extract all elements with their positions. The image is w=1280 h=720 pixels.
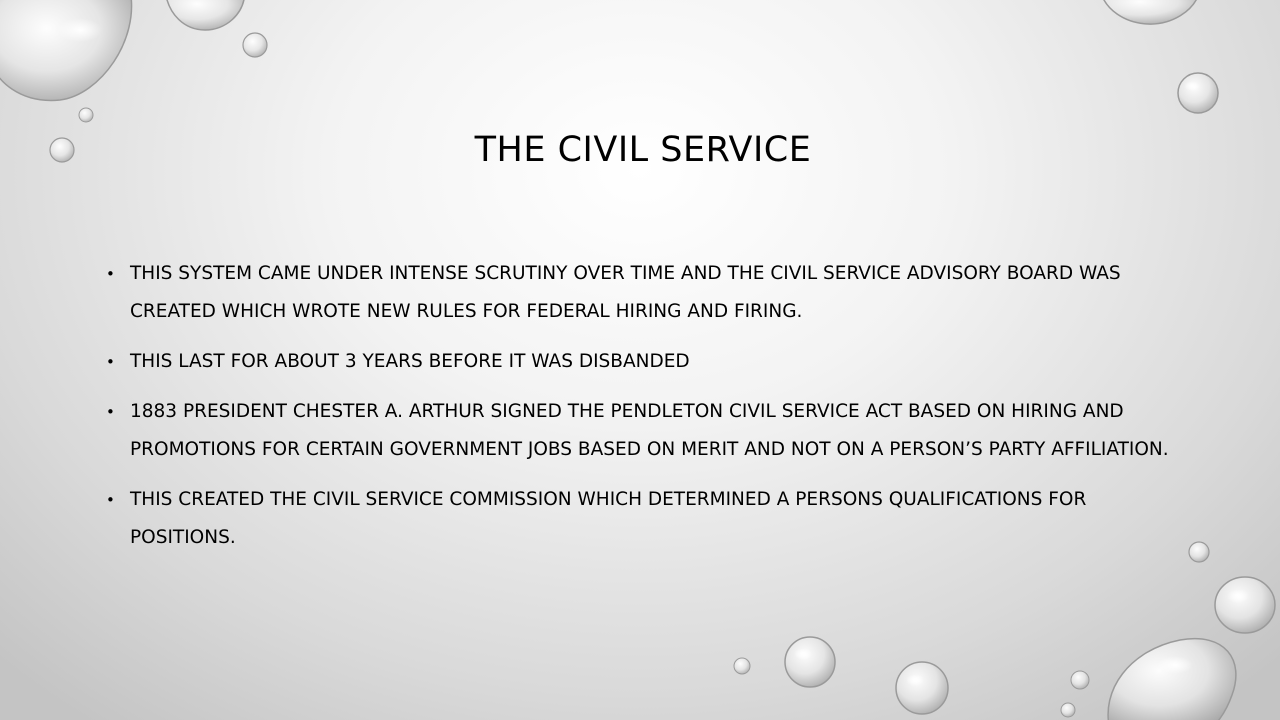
bullet-text: THIS CREATED THE CIVIL SERVICE COMMISSION WHICH DETERMINED A PERSONS QUALIFICATIONS FOR POSITIONS. — [130, 489, 1087, 548]
water-drop — [734, 658, 750, 674]
water-drop-shine — [906, 674, 924, 686]
water-drop — [785, 637, 835, 687]
bullet-dot-icon: • — [106, 403, 115, 421]
water-drop — [0, 0, 132, 100]
slide-title: THE CIVIL SERVICE — [474, 130, 812, 170]
water-drop-shine — [1157, 656, 1193, 674]
water-drop — [1061, 703, 1075, 717]
bullet-item — [105, 343, 1195, 381]
water-drop — [79, 108, 93, 122]
bullet-text: THIS LAST FOR ABOUT 3 YEARS BEFORE IT WAS DISBANDED — [130, 351, 690, 372]
bullet-dot-icon: • — [106, 491, 115, 509]
bullet-item — [105, 393, 1195, 469]
water-drop — [1100, 0, 1200, 24]
water-drop-shine — [58, 18, 102, 42]
water-drop — [1108, 639, 1236, 720]
water-drop — [1215, 577, 1275, 633]
bullet-dot-icon: • — [106, 265, 115, 283]
water-drop — [165, 0, 245, 30]
bullet-text: 1883 PRESIDENT CHESTER A. ARTHUR SIGNED THE PENDLETON CIVIL SERVICE ACT BASED ON HIRING AND PROMOTIONS FOR CERTAIN GOVERNMENT JOBS BASED ON MERIT AND NOT ON A PERSON’S PARTY AFFILIATION. — [130, 401, 1169, 460]
bullet-text: THIS SYSTEM CAME UNDER INTENSE SCRUTINY OVER TIME AND THE CIVIL SERVICE ADVISORY BOARD WAS CREATED WHICH WROTE NEW RULES FOR FEDERAL HIRING AND FIRING. — [130, 263, 1121, 322]
bullet-item — [105, 481, 1195, 557]
water-drop — [896, 662, 948, 714]
water-drop — [243, 33, 267, 57]
water-drop — [1178, 73, 1218, 113]
bullet-dot-icon: • — [106, 353, 115, 371]
water-drop-shine — [794, 648, 812, 660]
bullet-item — [105, 255, 1195, 331]
water-drop — [1071, 671, 1089, 689]
water-drop-shine — [1227, 589, 1249, 603]
water-drop-shine — [1184, 81, 1200, 91]
bullet-list — [105, 255, 1195, 569]
